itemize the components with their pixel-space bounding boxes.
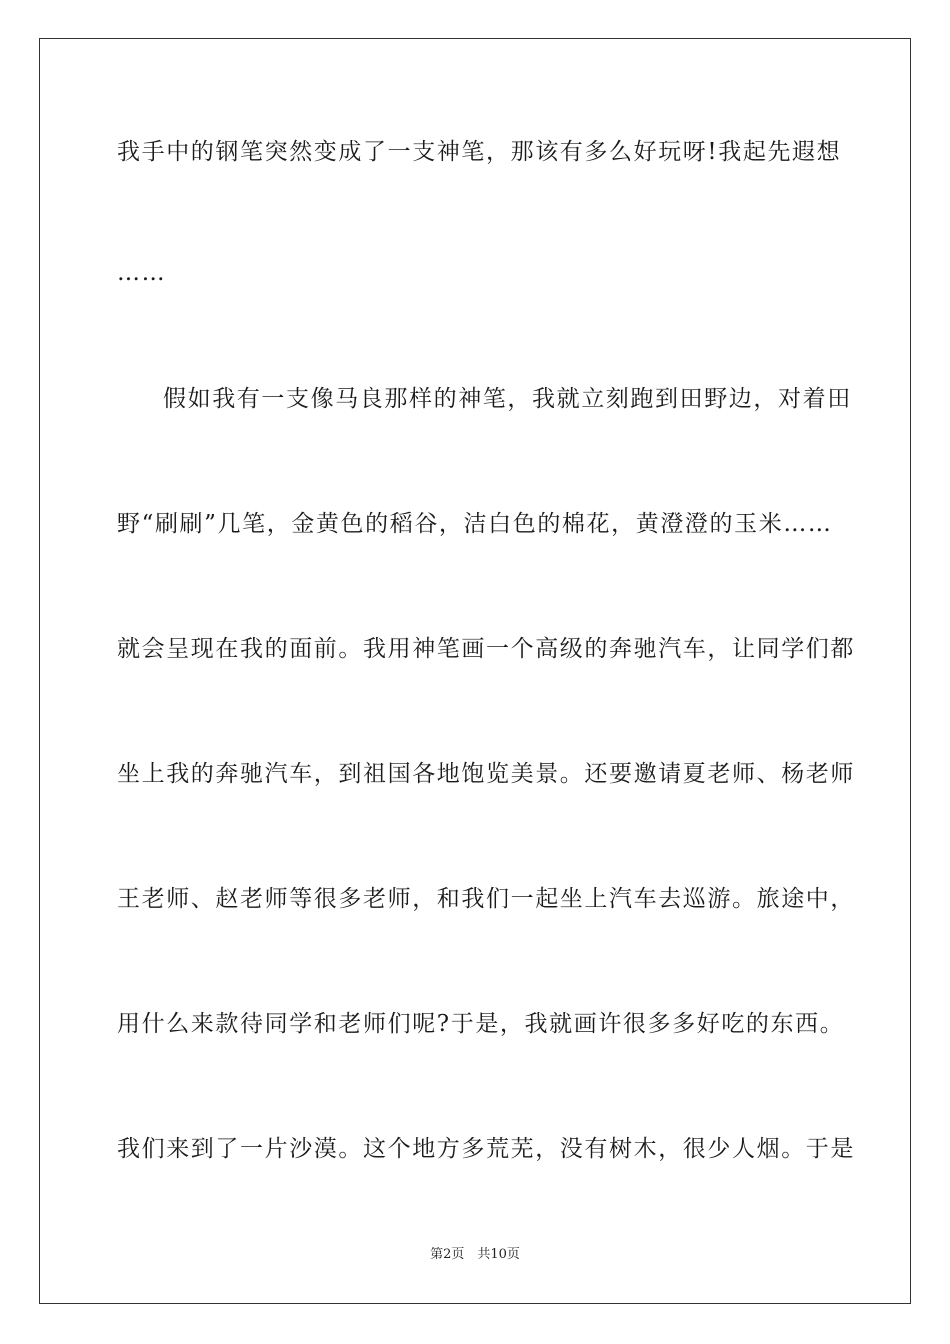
text-line-5: 就会呈现在我的面前。我用神笔画一个高级的奔驰汽车，让同学们都 [117, 636, 855, 662]
text-line-2: …… [117, 260, 167, 286]
text-line-6: 坐上我的奔驰汽车，到祖国各地饱览美景。还要邀请夏老师、杨老师 [117, 761, 855, 787]
text-line-3: 假如我有一支像马良那样的神笔，我就立刻跑到田野边，对着田 [163, 386, 852, 412]
text-line-4: 野“刷刷”几笔，金黄色的稻谷，洁白色的棉花，黄澄澄的玉米…… [117, 511, 833, 537]
text-line-8: 用什么来款待同学和老师们呢?于是，我就画许很多多好吃的东西。 [117, 1011, 845, 1037]
page-border [39, 38, 911, 1304]
text-line-1: 我手中的钢笔突然变成了一支神笔，那该有多么好玩呀!我起先遐想 [117, 139, 842, 165]
text-line-7: 王老师、赵老师等很多老师，和我们一起坐上汽车去巡游。旅途中， [117, 886, 855, 912]
text-line-9: 我们来到了一片沙漠。这个地方多荒芜，没有树木，很少人烟。于是 [117, 1136, 855, 1162]
page-number-footer: 第2页 共10页 [430, 1247, 520, 1262]
